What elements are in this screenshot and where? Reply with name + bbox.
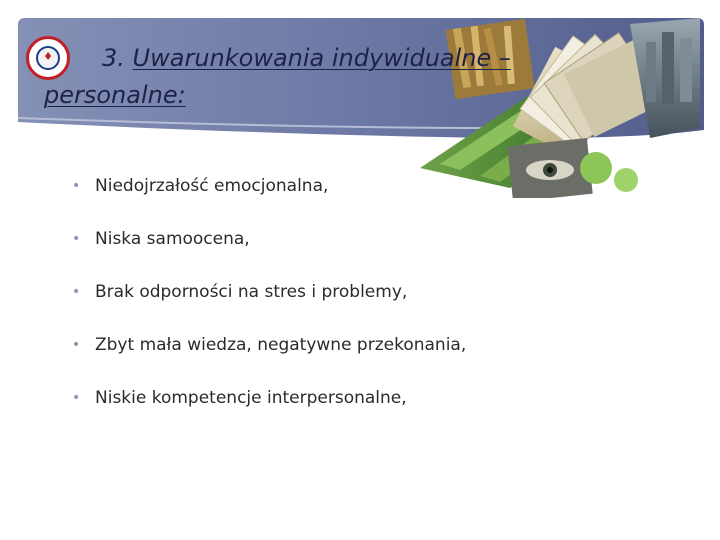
bullet-list (72, 166, 466, 431)
bullet-marker-icon: • (72, 284, 81, 300)
bullet-text: Niskie kompetencje interpersonalne, (95, 388, 407, 408)
bullet-marker-icon: • (72, 337, 81, 353)
bullet-text: Zbyt mała wiedza, negatywne przekonania, (95, 335, 467, 355)
bullet-item (72, 325, 466, 378)
eye-photo (507, 138, 592, 198)
bullet-text: Brak odporności na stres i problemy, (95, 282, 408, 302)
title-text: Uwarunkowania indywidualne – personalne: (44, 44, 511, 109)
bullet-marker-icon: • (72, 390, 81, 406)
bullet-item (72, 166, 466, 219)
bullet-text: Niska samoocena, (95, 229, 250, 249)
bullet-text: Niedojrzałość emocjonalna, (95, 176, 329, 196)
slide-title (44, 40, 644, 114)
bullet-marker-icon: • (72, 178, 81, 194)
bullet-item (72, 272, 466, 325)
bullet-marker-icon: • (72, 231, 81, 247)
eagle-icon: ♦ (43, 50, 53, 63)
bullet-item (72, 219, 466, 272)
bullet-item (72, 378, 466, 431)
title-number: 3. (102, 44, 125, 72)
